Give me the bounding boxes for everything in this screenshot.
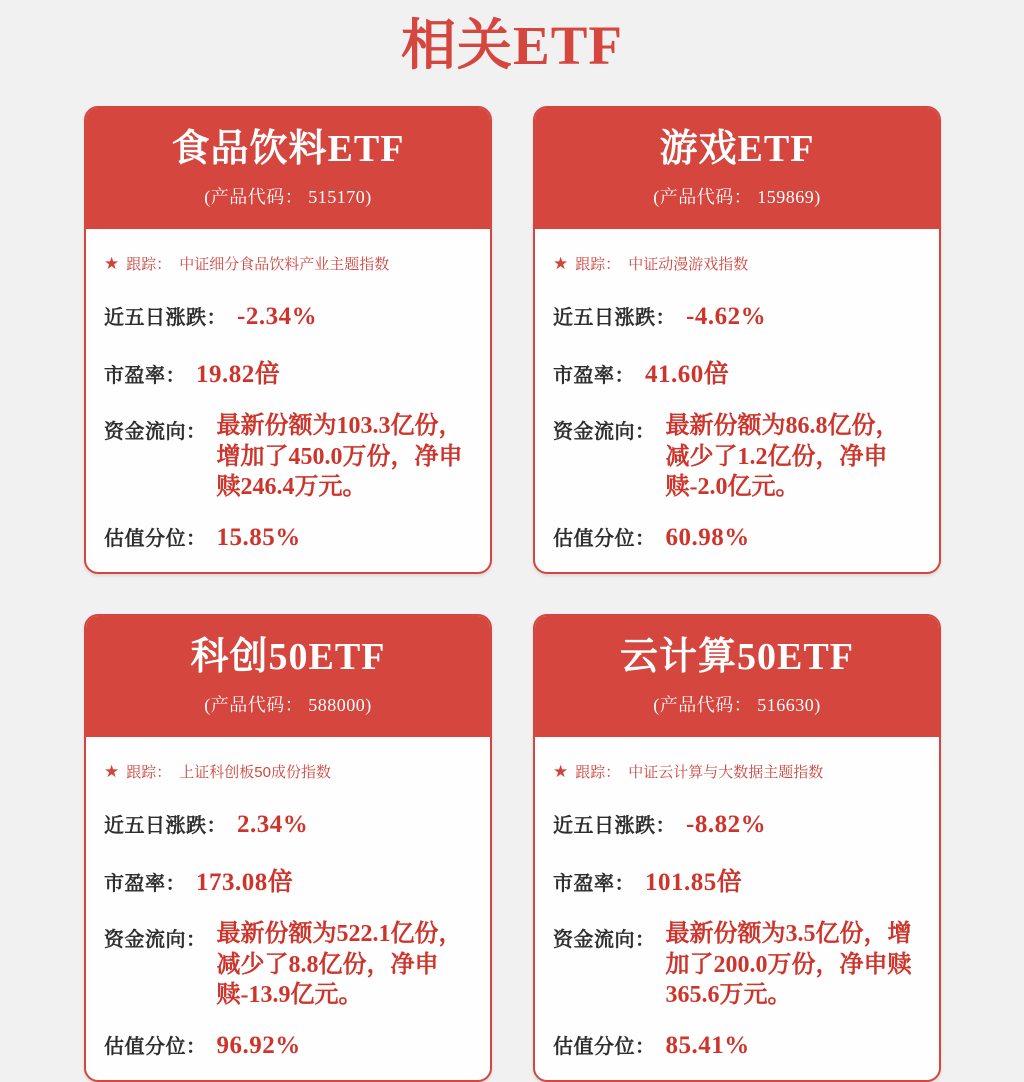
card-header bbox=[86, 616, 490, 738]
pe-ratio-value: 101.85倍 bbox=[645, 869, 743, 897]
tracking-label: 跟踪： bbox=[575, 256, 621, 274]
fund-flow-label: 资金流向： bbox=[553, 421, 656, 444]
valuation-percentile-value: 15.85% bbox=[216, 523, 301, 551]
fund-flow-row bbox=[104, 411, 470, 502]
five-day-change-value: -8.82% bbox=[686, 811, 767, 839]
valuation-percentile-row bbox=[553, 1030, 919, 1060]
product-code: (产品代码： 515170) bbox=[204, 187, 372, 208]
tracking-label: 跟踪： bbox=[126, 764, 172, 782]
etf-title: 食品饮料ETF bbox=[171, 127, 405, 170]
product-code: (产品代码： 516630) bbox=[653, 695, 821, 716]
card-body bbox=[86, 737, 490, 1079]
valuation-percentile-row bbox=[553, 522, 919, 552]
etf-card-gaming bbox=[533, 106, 941, 574]
card-header bbox=[535, 108, 939, 230]
five-day-change-label: 近五日涨跌： bbox=[104, 815, 227, 838]
etf-card-cloud-computing bbox=[533, 614, 941, 1082]
pe-ratio-value: 19.82倍 bbox=[196, 361, 281, 389]
pe-ratio-row bbox=[553, 862, 919, 898]
valuation-percentile-row bbox=[104, 1030, 470, 1060]
five-day-change-row bbox=[553, 809, 919, 839]
five-day-change-label: 近五日涨跌： bbox=[104, 307, 227, 330]
pe-ratio-value: 41.60倍 bbox=[645, 361, 730, 389]
tracking-row bbox=[553, 761, 919, 782]
page-title: 相关ETF bbox=[401, 15, 623, 76]
etf-title: 游戏ETF bbox=[659, 127, 815, 170]
fund-flow-label: 资金流向： bbox=[553, 929, 656, 952]
card-header bbox=[86, 108, 490, 230]
fund-flow-value: 最新份额为522.1亿份，减少了8.8亿份，净申赎-13.9亿元。 bbox=[216, 921, 463, 1009]
five-day-change-value: -2.34% bbox=[237, 303, 318, 331]
star-icon: ★ bbox=[104, 254, 120, 274]
etf-card-star50 bbox=[84, 614, 492, 1082]
valuation-percentile-label: 估值分位： bbox=[553, 527, 656, 550]
product-code: (产品代码： 588000) bbox=[204, 695, 372, 716]
pe-ratio-value: 173.08倍 bbox=[196, 869, 294, 897]
tracking-row bbox=[553, 253, 919, 274]
pe-ratio-label: 市盈率： bbox=[553, 873, 635, 896]
star-icon: ★ bbox=[553, 762, 569, 782]
product-code: (产品代码： 159869) bbox=[653, 187, 821, 208]
tracking-index-name: 中证细分食品饮料产业主题指数 bbox=[179, 256, 390, 274]
tracking-index-name: 上证科创板50成份指数 bbox=[179, 764, 331, 782]
etf-title: 科创50ETF bbox=[190, 635, 386, 678]
five-day-change-label: 近五日涨跌： bbox=[553, 815, 676, 838]
fund-flow-row bbox=[553, 919, 919, 1010]
card-body bbox=[535, 229, 939, 571]
fund-flow-label: 资金流向： bbox=[104, 929, 207, 952]
fund-flow-label: 资金流向： bbox=[104, 421, 207, 444]
five-day-change-row bbox=[104, 809, 470, 839]
fund-flow-value: 最新份额为103.3亿份，增加了450.0万份，净申赎246.4万元。 bbox=[216, 413, 463, 501]
fund-flow-value: 最新份额为86.8亿份，减少了1.2亿份，净申赎-2.0亿元。 bbox=[665, 413, 900, 501]
five-day-change-row bbox=[104, 301, 470, 331]
fund-flow-value: 最新份额为3.5亿份，增加了200.0万份，净申赎365.6万元。 bbox=[665, 921, 912, 1009]
valuation-percentile-value: 60.98% bbox=[665, 523, 750, 551]
pe-ratio-label: 市盈率： bbox=[553, 365, 635, 388]
star-icon: ★ bbox=[553, 254, 569, 274]
card-body bbox=[535, 737, 939, 1079]
tracking-index-name: 中证动漫游戏指数 bbox=[628, 256, 749, 274]
star-icon: ★ bbox=[104, 762, 120, 782]
etf-title: 云计算50ETF bbox=[620, 635, 854, 678]
pe-ratio-row bbox=[553, 354, 919, 390]
pe-ratio-row bbox=[104, 862, 470, 898]
tracking-label: 跟踪： bbox=[126, 256, 172, 274]
etf-card-grid bbox=[84, 106, 1024, 1082]
tracking-label: 跟踪： bbox=[575, 764, 621, 782]
etf-card-food-beverage bbox=[84, 106, 492, 574]
five-day-change-label: 近五日涨跌： bbox=[553, 307, 676, 330]
valuation-percentile-value: 96.92% bbox=[216, 1031, 301, 1059]
five-day-change-row bbox=[553, 301, 919, 331]
card-header bbox=[535, 616, 939, 738]
tracking-row bbox=[104, 253, 470, 274]
pe-ratio-row bbox=[104, 354, 470, 390]
pe-ratio-label: 市盈率： bbox=[104, 873, 186, 896]
tracking-row bbox=[104, 761, 470, 782]
fund-flow-row bbox=[104, 919, 470, 1010]
valuation-percentile-label: 估值分位： bbox=[104, 527, 207, 550]
valuation-percentile-label: 估值分位： bbox=[104, 1035, 207, 1058]
valuation-percentile-value: 85.41% bbox=[665, 1031, 750, 1059]
five-day-change-value: -4.62% bbox=[686, 303, 767, 331]
valuation-percentile-label: 估值分位： bbox=[553, 1035, 656, 1058]
pe-ratio-label: 市盈率： bbox=[104, 365, 186, 388]
card-body bbox=[86, 229, 490, 571]
five-day-change-value: 2.34% bbox=[237, 811, 309, 839]
valuation-percentile-row bbox=[104, 522, 470, 552]
fund-flow-row bbox=[553, 411, 919, 502]
tracking-index-name: 中证云计算与大数据主题指数 bbox=[628, 764, 824, 782]
